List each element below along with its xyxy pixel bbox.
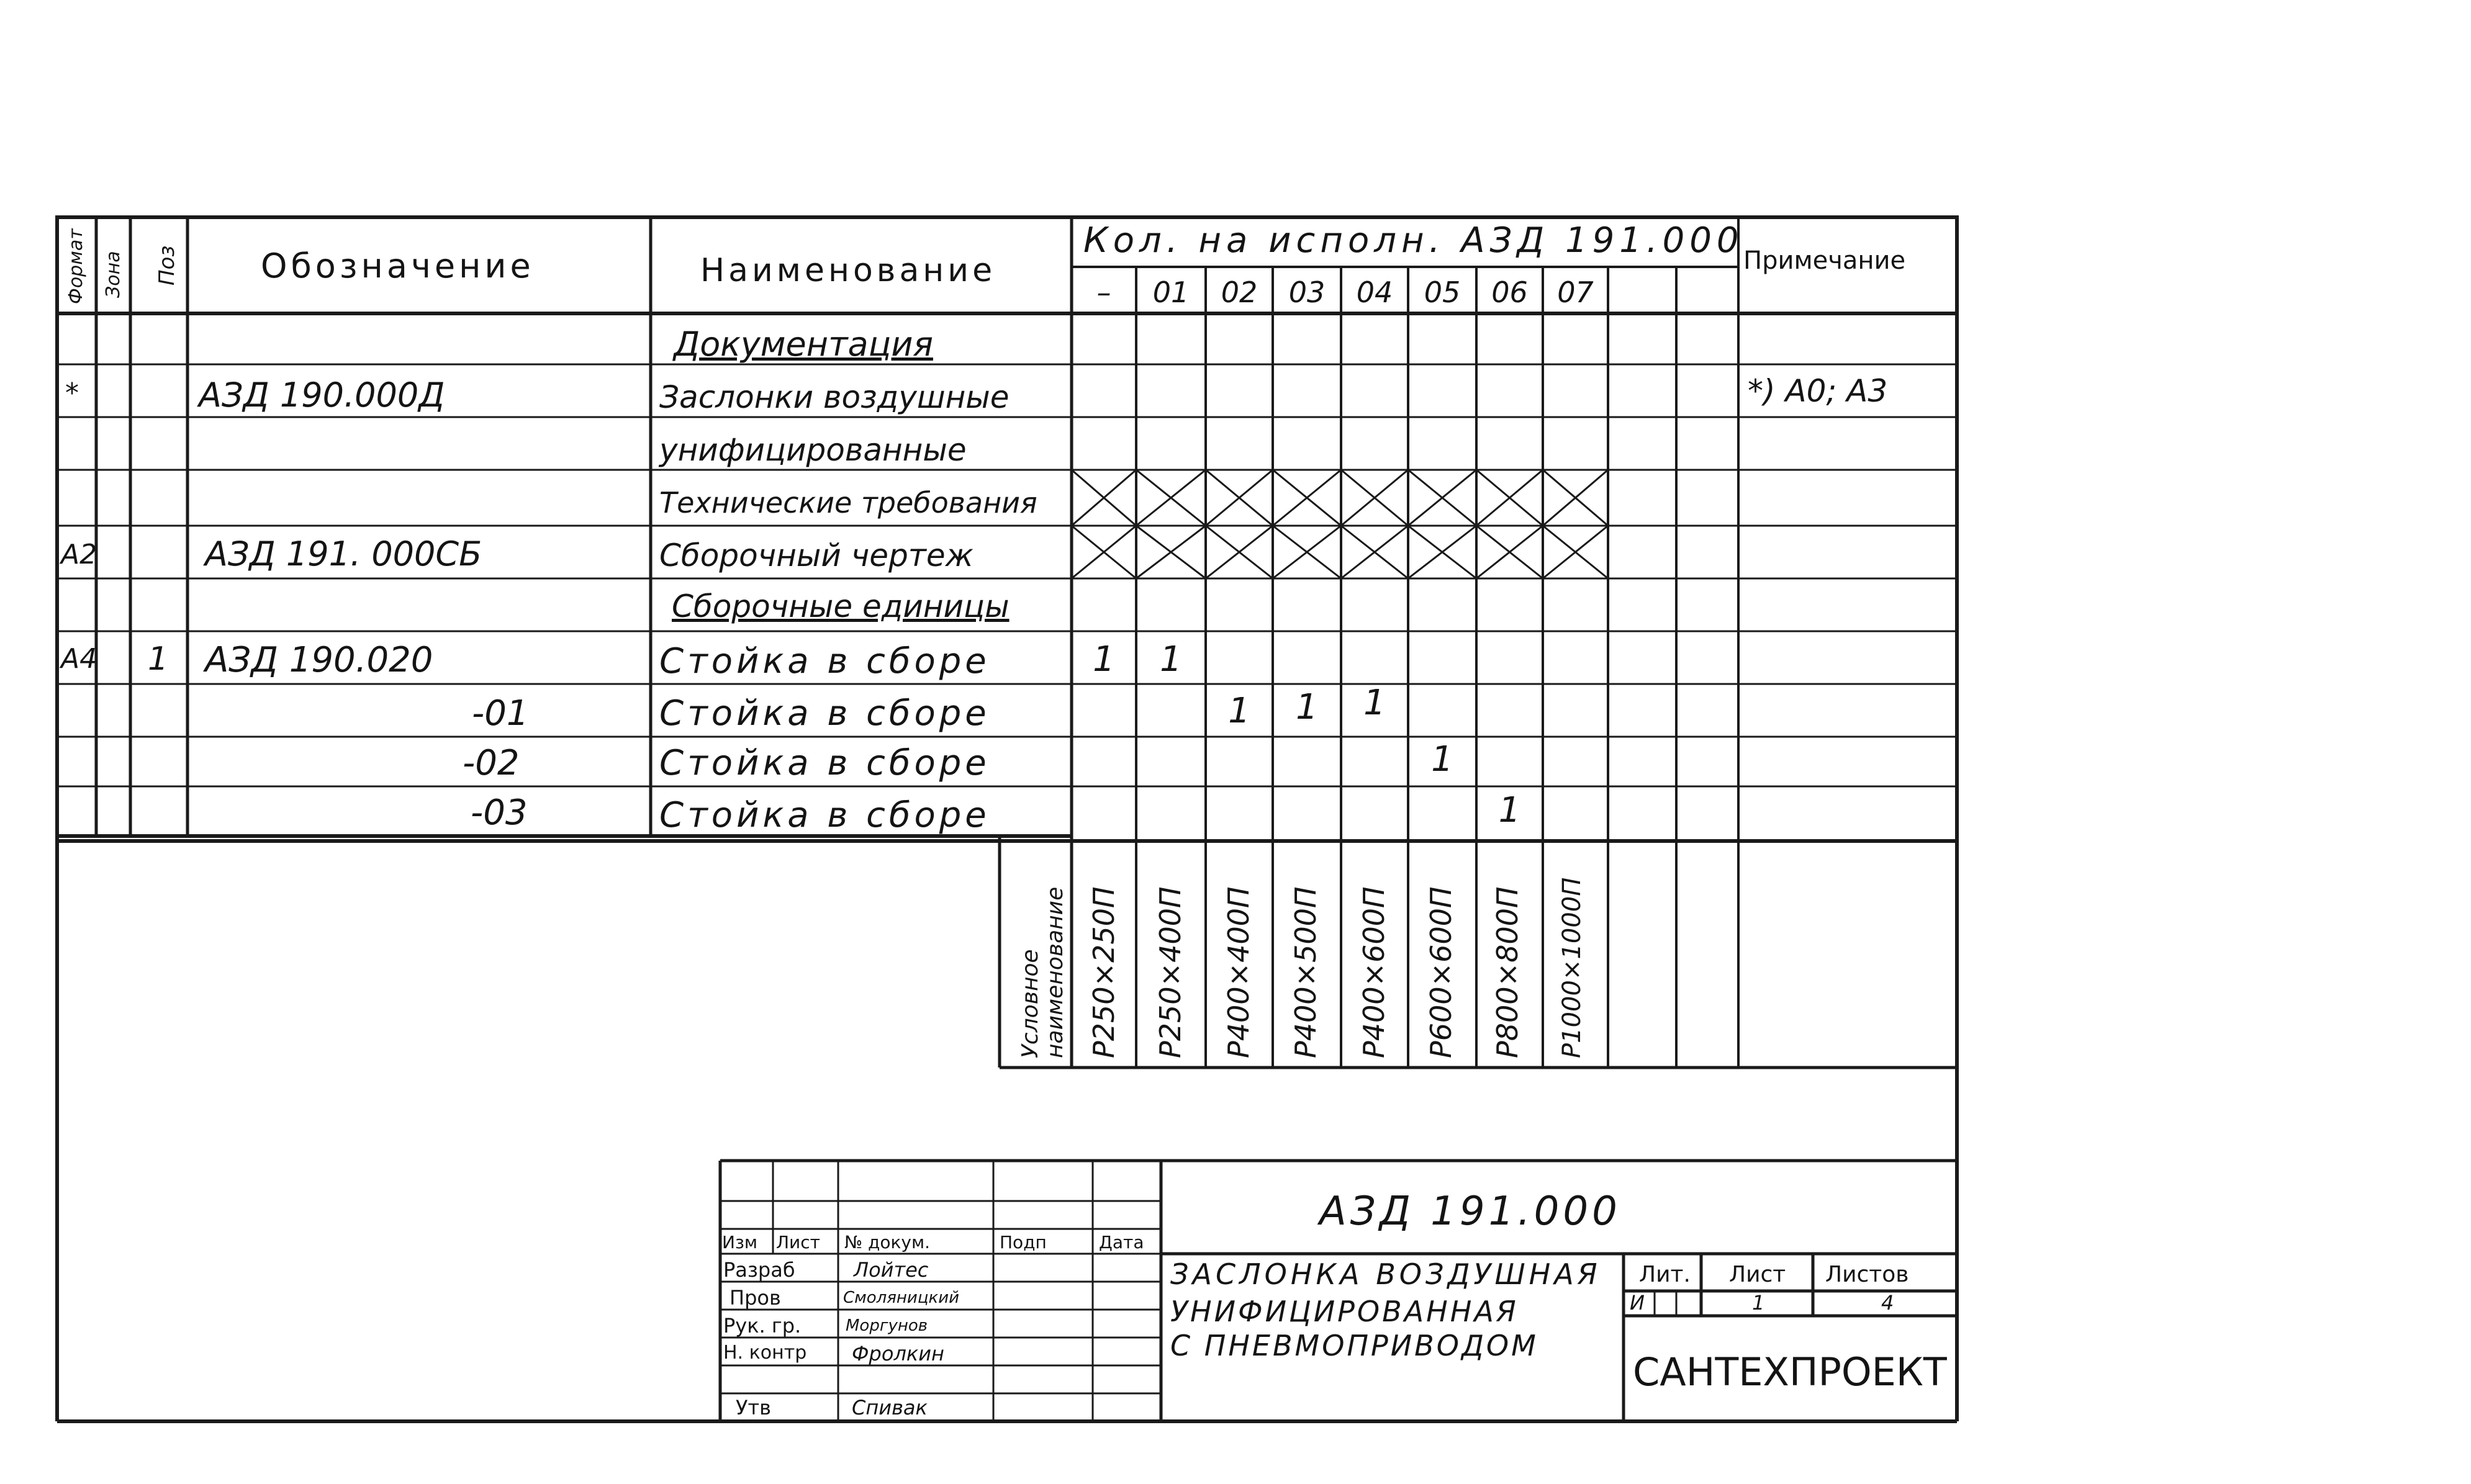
row-designation: АЗД 190.020 — [205, 640, 433, 680]
row-name: Стойка в сборе — [659, 743, 990, 783]
title-designation: АЗД 191.000 — [1319, 1189, 1621, 1234]
row-name: Стойка в сборе — [659, 795, 990, 835]
qty-cell: 1 — [1228, 691, 1250, 731]
change-col: Дата — [1099, 1232, 1144, 1252]
conditional-value: Р600×600П — [1424, 886, 1458, 1058]
change-col: Лист — [776, 1232, 820, 1252]
row-name: Документация — [674, 325, 933, 364]
row-designation: АЗД 190.000Д — [199, 375, 445, 415]
role-label: Н. контр — [723, 1342, 807, 1364]
change-col: № докум. — [844, 1232, 931, 1252]
qty-cell: 1 — [1296, 687, 1318, 727]
row-format: А2 — [61, 539, 97, 570]
conditional-value: Р1000×1000П — [1558, 877, 1586, 1058]
sheet-value: 1 — [1752, 1291, 1765, 1315]
row-name: Стойка в сборе — [659, 641, 990, 681]
row-designation: -01 — [472, 693, 529, 734]
row-format: А4 — [61, 643, 97, 675]
row-format: * — [65, 377, 79, 409]
row-note: *) А0; А3 — [1748, 373, 1888, 409]
role-name: Спивак — [852, 1396, 928, 1419]
role-name: Моргунов — [846, 1316, 928, 1335]
sheets-value: 4 — [1881, 1291, 1894, 1315]
role-label: Пров — [730, 1286, 781, 1310]
qty-cell: 1 — [1363, 683, 1386, 723]
qty-cell: 1 — [1498, 790, 1521, 830]
header-designation: Обозначение — [261, 246, 535, 286]
conditional-value: Р400×500П — [1289, 886, 1322, 1058]
variant-header: 04 — [1356, 276, 1393, 309]
role-name: Лойтес — [854, 1258, 929, 1282]
conditional-value: Р800×800П — [1491, 886, 1524, 1058]
conditional-value: Р250×250П — [1087, 886, 1121, 1058]
change-col: Подп — [1000, 1232, 1047, 1252]
header-name: Наименование — [700, 252, 996, 289]
row-name: Сборочные единицы — [672, 588, 1010, 624]
variant-header: 03 — [1288, 276, 1326, 309]
role-label: Разраб — [723, 1258, 795, 1282]
conditional-value: Р400×400П — [1222, 886, 1255, 1058]
header-pos: Поз — [155, 245, 179, 286]
variant-header: 05 — [1424, 276, 1461, 309]
row-designation: -03 — [471, 793, 528, 833]
qty-cell: 1 — [1093, 639, 1115, 680]
row-name: Заслонки воздушные — [659, 379, 1010, 415]
role-name: Фролкин — [852, 1342, 944, 1365]
row-name: Стойка в сборе — [659, 693, 990, 734]
row-name: унифицированные — [659, 432, 967, 468]
conditional-value: Р400×600П — [1357, 886, 1391, 1058]
qty-cell: 1 — [1431, 739, 1453, 780]
sheets-label: Листов — [1825, 1262, 1909, 1287]
header-zone: Зона — [102, 251, 124, 298]
lit-value: И — [1630, 1291, 1645, 1315]
variant-header: 02 — [1221, 276, 1258, 309]
title-line: С ПНЕВМОПРИВОДОМ — [1170, 1329, 1538, 1362]
lit-label: Лит. — [1639, 1262, 1691, 1287]
sheet-label: Лист — [1729, 1262, 1786, 1287]
variant-header: 01 — [1152, 276, 1190, 309]
qty-cell: 1 — [1160, 639, 1182, 680]
row-pos: 1 — [148, 641, 169, 678]
change-col: Изм — [722, 1232, 757, 1252]
role-name: Смоляницкий — [843, 1288, 960, 1307]
conditional-label: Условное наименование — [1018, 886, 1068, 1058]
header-qty-title: Кол. на исполн. АЗД 191.000 — [1083, 220, 1744, 261]
conditional-value: Р250×400П — [1154, 886, 1187, 1058]
header-format: Формат — [65, 228, 87, 304]
title-line: УНИФИЦИРОВАННАЯ — [1170, 1295, 1519, 1328]
variant-header: – — [1096, 276, 1111, 309]
row-name: Технические требования — [659, 486, 1037, 519]
role-label: Рук. гр. — [723, 1314, 802, 1338]
title-line: ЗАСЛОНКА ВОЗДУШНАЯ — [1170, 1257, 1601, 1291]
row-designation: АЗД 191. 000СБ — [205, 534, 482, 573]
header-note: Примечание — [1743, 246, 1906, 275]
variant-header: 07 — [1557, 276, 1594, 309]
organization: САНТЕХПРОЕКТ — [1633, 1349, 1947, 1395]
row-name: Сборочный чертеж — [659, 537, 973, 573]
role-label: Утв — [736, 1396, 771, 1419]
row-designation: -02 — [463, 743, 520, 783]
variant-header: 06 — [1491, 276, 1528, 309]
